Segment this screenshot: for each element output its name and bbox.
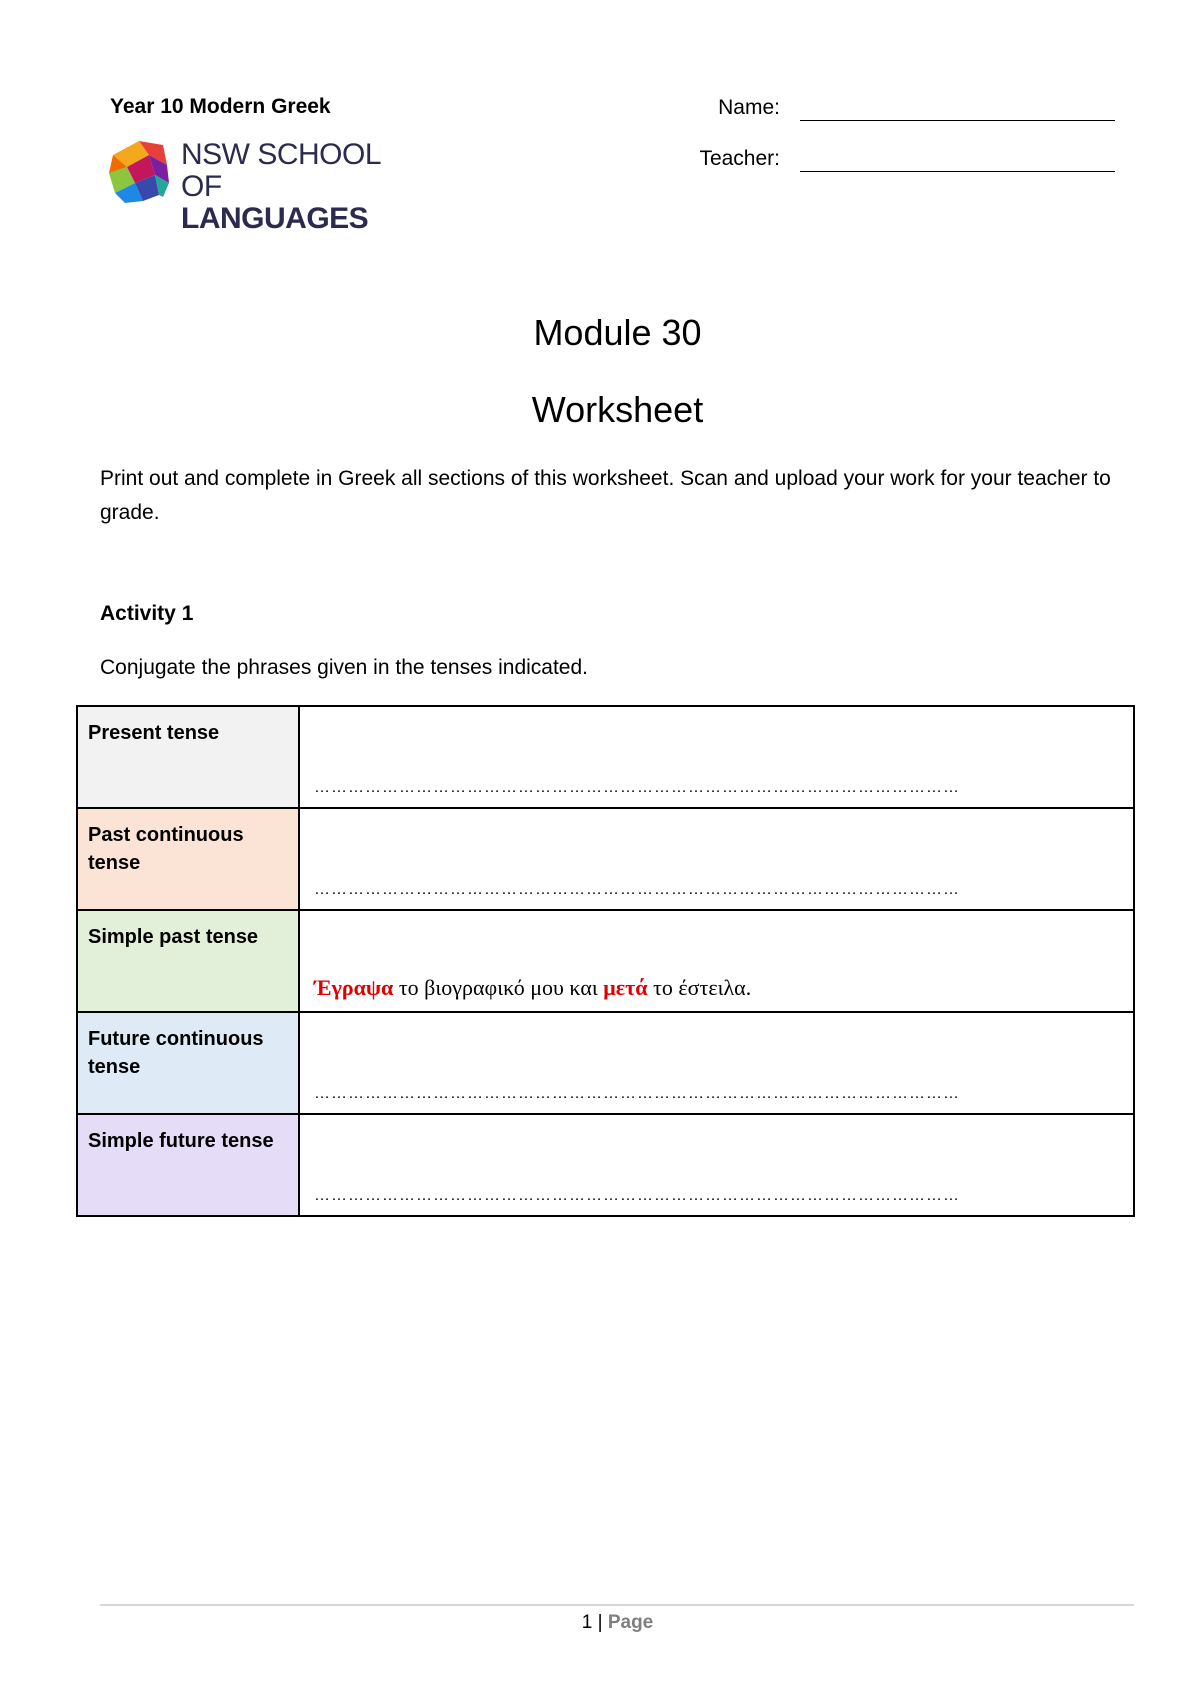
logo-line-1: NSW SCHOOL <box>181 138 382 171</box>
instructions: Print out and complete in Greek all sections of this worksheet. Scan and upload your work for your teacher to grade. <box>100 467 1111 524</box>
answer-dots: …………………………………………………………………………………………………… <box>314 779 960 796</box>
answer-dots: …………………………………………………………………………………………………… <box>314 1085 960 1102</box>
name-field[interactable] <box>800 120 1115 121</box>
logo-text <box>181 139 395 235</box>
logo-line-2: OF LANGUAGES <box>181 170 369 235</box>
answer-dots: …………………………………………………………………………………………………… <box>314 881 960 898</box>
row-label: Simple future tense <box>77 1114 299 1216</box>
row-label: Future continuous tense <box>77 1012 299 1114</box>
table-row <box>77 706 1134 808</box>
example-cell <box>299 910 1134 1012</box>
teacher-label: Teacher: <box>699 147 780 170</box>
answer-cell[interactable] <box>299 1114 1134 1216</box>
worksheet-title: Worksheet <box>531 389 704 430</box>
course-title: Year 10 Modern Greek <box>110 95 331 118</box>
logo-emblem-icon <box>105 135 177 207</box>
answer-dots: …………………………………………………………………………………………………… <box>314 1187 960 1204</box>
teacher-field[interactable] <box>800 171 1115 172</box>
module-title: Module 30 <box>533 312 702 353</box>
activity-title: Activity 1 <box>100 602 194 625</box>
answer-cell[interactable] <box>299 1012 1134 1114</box>
answer-cell[interactable] <box>299 808 1134 910</box>
tense-table <box>76 705 1135 1217</box>
row-label: Past continuous tense <box>77 808 299 910</box>
example-sentence: Έγραψα το βιογραφικό μου και μετά το έστειλα. <box>314 975 752 1000</box>
row-label: Present tense <box>77 706 299 808</box>
answer-cell[interactable] <box>299 706 1134 808</box>
page-footer: 1 | Page <box>581 1612 654 1633</box>
table-row <box>77 1114 1134 1216</box>
activity-instruction: Conjugate the phrases given in the tenses indicated. <box>100 656 588 679</box>
footer-divider <box>100 1604 1134 1606</box>
row-label: Simple past tense <box>77 910 299 1012</box>
table-row <box>77 808 1134 910</box>
name-label: Name: <box>718 96 780 119</box>
table-row <box>77 910 1134 1012</box>
table-row <box>77 1012 1134 1114</box>
school-logo <box>105 133 395 235</box>
